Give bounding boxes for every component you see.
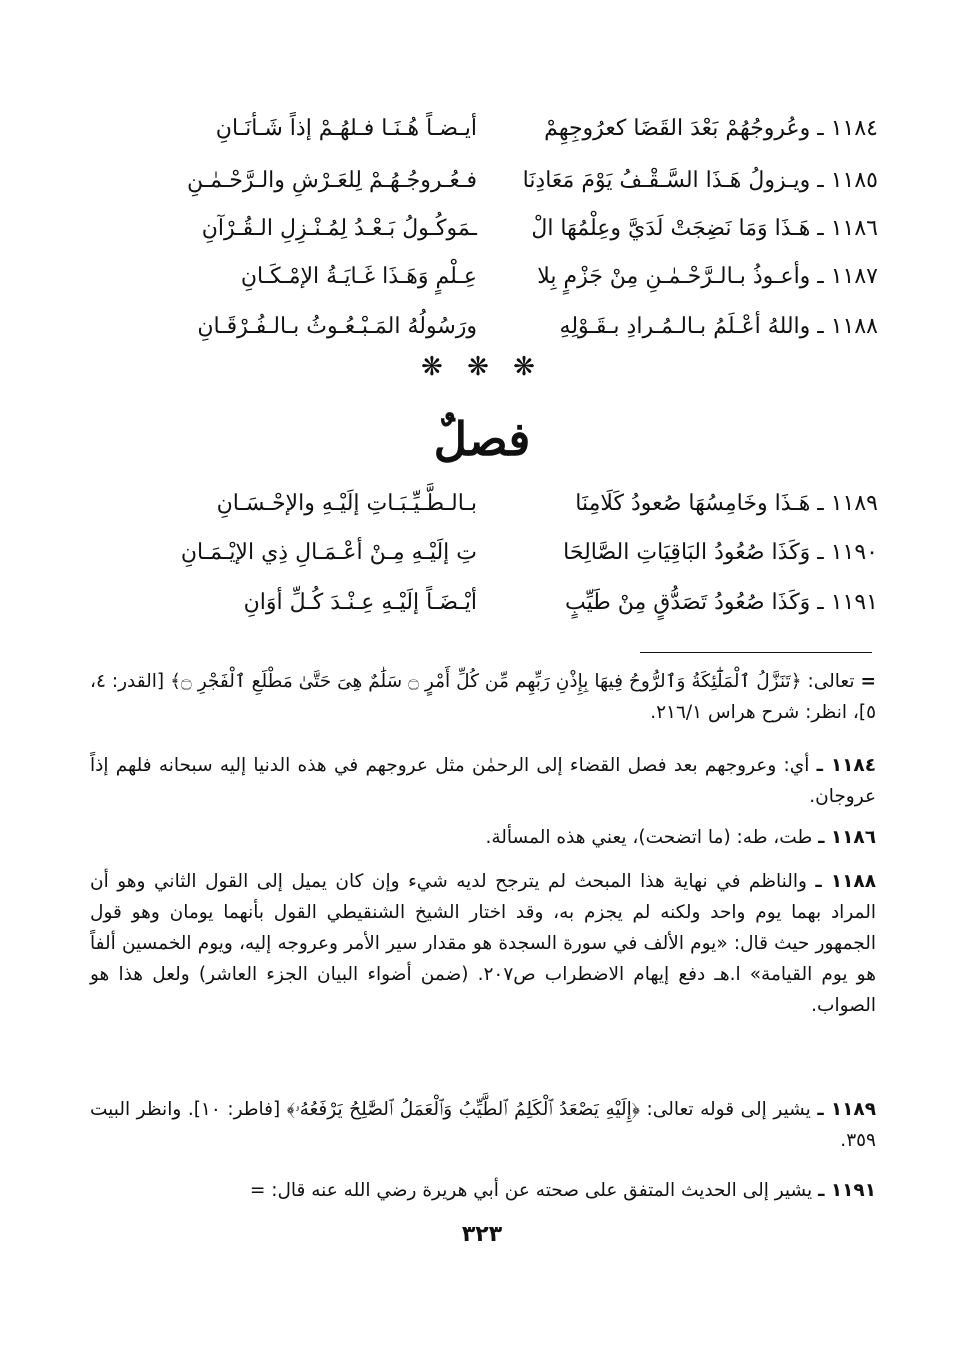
verse-1191 [92,582,878,622]
footnote-1184 [90,750,876,812]
footnote-number: ١١٨٨ ـ [815,871,876,892]
verse-1189 [92,483,878,523]
section-heading: فصلٌ [433,412,531,466]
verse-1190 [92,532,878,572]
verse-first-hemistich: ١١٨٩ ـ هَـذَا وخَامِسُهَا صُعودُ كَلَامِنَا [575,490,878,516]
verse-1186 [92,208,878,248]
verse-second-hemistich: ورَسُولُهُ المَـبْـعُـوثُ بـالـفُـرْقَـانِ [197,313,477,339]
verse-1184 [92,108,878,148]
footnote-number: ١١٩١ ـ [818,1180,876,1201]
verse-second-hemistich: أيْـضَـاً إلَيْـهِ عِـنْـدَ كُـلِّ أوَانِ [243,589,477,615]
footnote-text: يشير إلى الحديث المتفق على صحته عن أبي هريرة رضي الله عنه قال: = [249,1180,813,1201]
footnote-1191 [90,1175,876,1206]
footnote-text: تعالى: ﴿تَنَزَّلُ ٱلْمَلَٰٓئِكَةُ وَٱلرُّوحُ فِيهَا بِإِذْنِ رَبِّهِم مِّن كُلِّ أَمْرٍ ۝ سَلَٰمٌ هِىَ حَتَّىٰ مَطْلَعِ ٱلْفَجْرِ ۝﴾ [القدر: ٤، ٥]، انظر: شرح هراس ٢١٦/١. [90,671,876,723]
footnote-number: ١١٨٤ ـ [816,755,876,776]
footnote-text: أي: وعروجهم بعد فصل القضاء إلى الرحمٰن مثل عروجهم في هذه الدنيا إليه سبحانه فلهم إذاً عروجان. [90,755,876,807]
footnote-divider [640,652,872,653]
verse-first-hemistich: ١١٩٠ ـ وَكَذَا صُعُودُ البَاقِيَاتِ الصَّالِحَا [563,539,878,565]
verse-1188 [92,306,878,346]
page-number: ٣٢٣ [461,1222,503,1247]
section-separator-stars: ❋ ❋ ❋ [421,352,543,382]
footnote-text: والناظم في نهاية هذا المبحث لم يترجح لديه شيء وإن كان يميل إلى القول الثاني وهو أن المراد بهما يوم واحد ولكنه لم يجزم به، وقد اختار الشيخ الشنقيطي القول بأنهما يومان وهو قول الجمهور حيث قال: «يوم الألف في سورة السجدة هو مقدار سير الأمر وعروجه إليه، ويوم الخمسين ألفاً هو يوم القيامة» ا.هـ دفع إيهام الاضطراب ص٢٠٧. (ضمن أضواء البيان الجزء العاشر) ولعل هذا هو الصواب. [90,871,877,1016]
footnote-number: = [860,671,876,692]
verse-second-hemistich: عِـلْمٍ وَهَـذَا غَـايَـةُ الإمْـكَـانِ [240,263,477,289]
footnote-1189 [90,1094,876,1156]
verse-second-hemistich: بـالـطَّـيِّـبَـاتِ إلَيْـهِ والإحْـسَـانِ [216,490,477,516]
footnote-text: يشير إلى قوله تعالى: ﴿إِلَيْهِ يَصْعَدُ ٱلْكَلِمُ ٱلطَّيِّبُ وَٱلْعَمَلُ ٱلصَّٰلِحُ يَرْفَعُهُۥ﴾ [فاطر: ١٠]. وانظر البيت ٣٥٩. [90,1099,876,1151]
footnote-1188 [90,866,876,1021]
verse-first-hemistich: ١١٨٨ ـ واللهُ أعْـلَمُ بـالـمُـرادِ بـقَـوْلِهِ [559,313,878,339]
verse-second-hemistich: ـمَوكُـولُ بَـعْـدُ لِمُـنْـزِلِ الـقُـرْآنِ [201,215,477,241]
verse-first-hemistich: ١١٨٤ ـ وعُروجُهُمْ بَعْدَ القَضَا كعرُوجِهِمْ [544,115,878,141]
verse-second-hemistich: فـعُـروجُـهُـمْ لِلعَـرْشِ والـرَّحْـمٰـنِ [186,167,477,193]
footnote-text: طت، طه: (ما اتضحت)، يعني هذه المسألة. [485,827,813,848]
verse-first-hemistich: ١١٨٧ ـ وأعـوذُ بـالـرَّحْـمٰـنِ مِنْ جَزْمٍ بِلا [537,263,878,289]
verse-second-hemistich: تِ إلَيْـهِ مِـنْ أعْـمَـالِ ذِي الإيْـمَـانِ [180,539,477,565]
footnote-number: ١١٨٩ ـ [817,1099,877,1120]
footnote-continuation [90,666,876,728]
footnote-1186 [90,822,876,853]
verse-second-hemistich: أيـضـاً هُـنَـا فـلهُـمْ إذاً شَـأنَـانِ [215,115,477,141]
verse-first-hemistich: ١١٩١ ـ وَكَذَا صُعُودُ تَصَدُّقٍ مِنْ طَيِّبٍ [565,589,878,615]
footnote-number: ١١٨٦ ـ [818,827,876,848]
verse-1187 [92,256,878,296]
verse-1185 [92,160,878,200]
verse-first-hemistich: ١١٨٦ ـ هَـذَا وَمَا نَضِجَتْ لَدَيَّ وعِلْمُهَا الْ [531,215,878,241]
verse-first-hemistich: ١١٨٥ ـ ويـزولُ هَـذَا السَّـقْـفُ يَوْمَ مَعَادِنَا [522,167,878,193]
